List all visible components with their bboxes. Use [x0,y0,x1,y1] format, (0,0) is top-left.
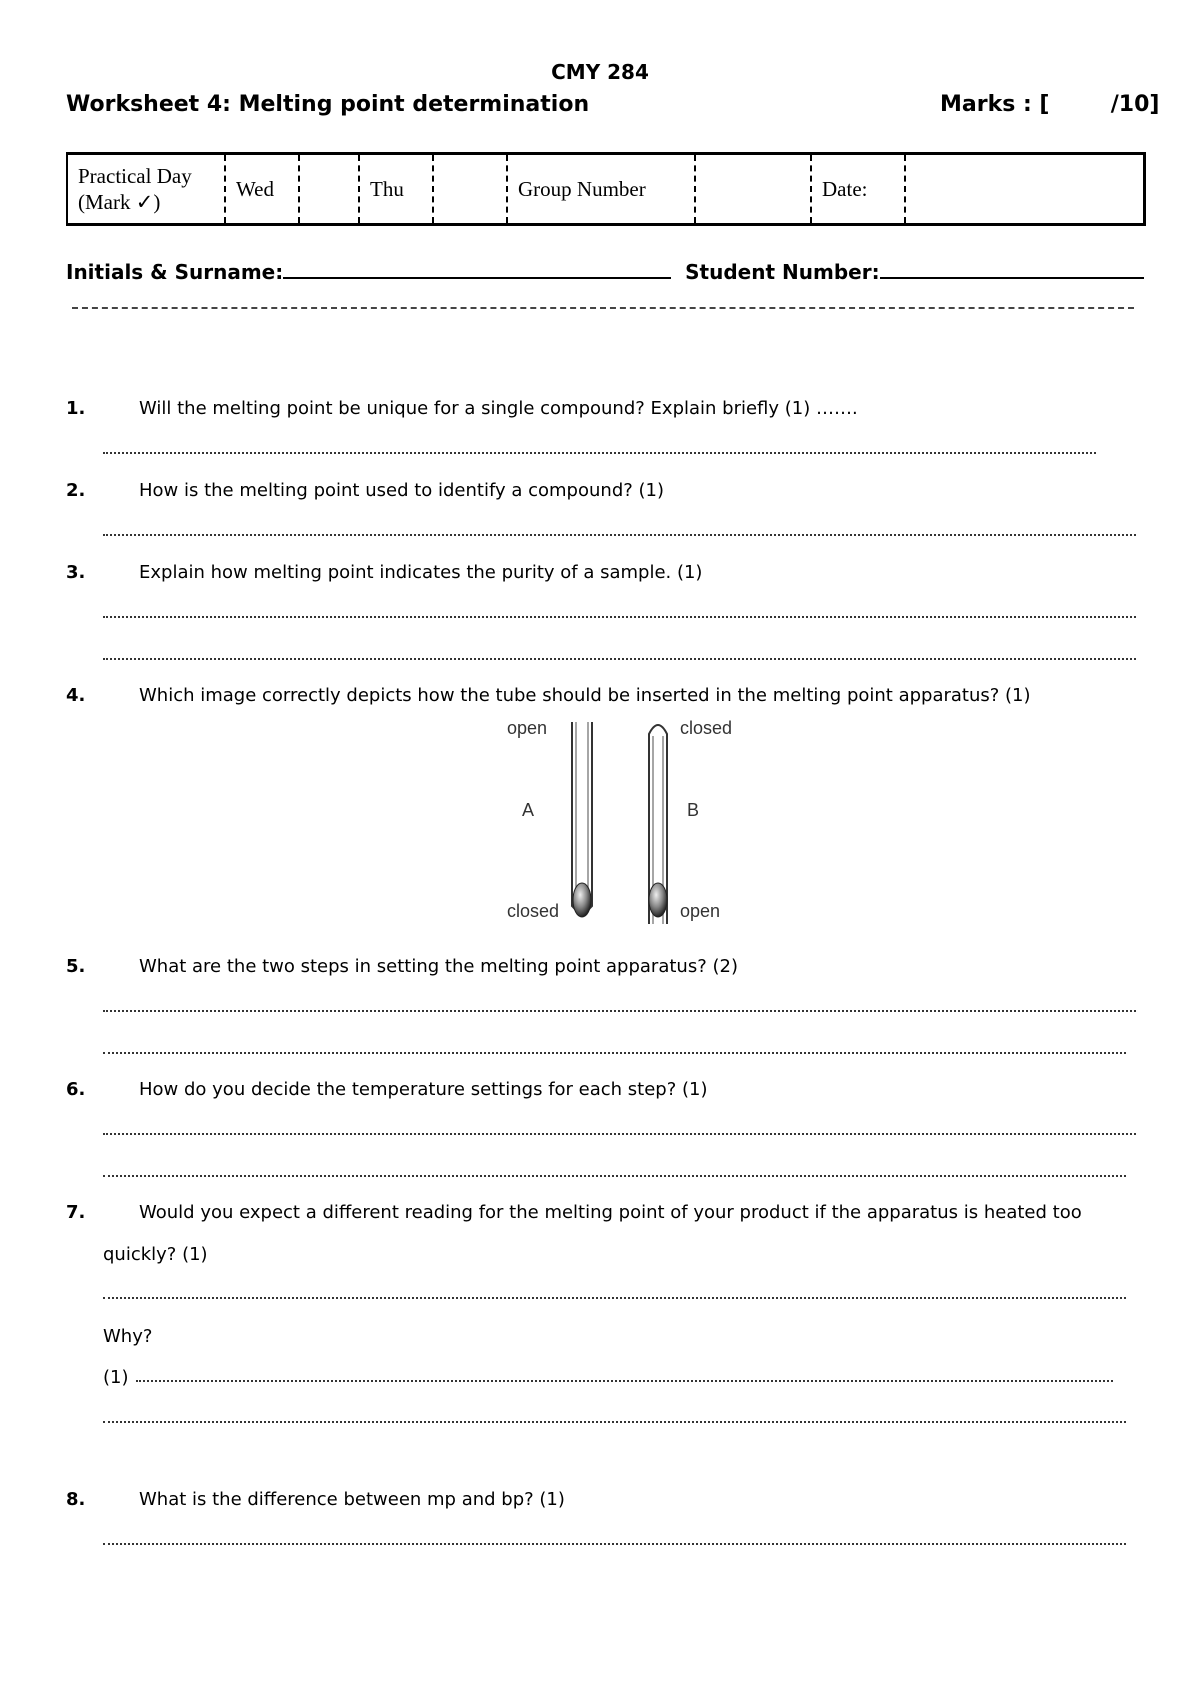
student-number-label: Student Number: [685,260,880,284]
question-number: 2. [66,480,86,501]
question-text: What are the two steps in setting the melting point apparatus? (2) [139,956,738,977]
worksheet-title: Worksheet 4: Melting point determination [66,92,590,117]
question-number: 1. [66,398,86,419]
answer-line[interactable] [103,1175,1126,1177]
answer-line[interactable] [103,1052,1126,1054]
student-details-line [66,260,1144,284]
answer-line[interactable] [103,658,1136,660]
question-number: 7. [66,1202,86,1223]
tube-b-bottom-label: open [680,901,721,921]
answer-line[interactable] [103,1297,1126,1299]
question-number: 8. [66,1489,86,1510]
date-label: Date: [811,154,905,225]
answer-line[interactable] [103,534,1136,536]
group-number-label: Group Number [507,154,695,225]
tube-a-bottom-label: closed [507,901,560,921]
thu-mark-cell[interactable] [433,154,507,225]
wed-label: Wed [225,154,299,225]
answer-line[interactable] [103,616,1136,618]
question-text: Explain how melting point indicates the purity of a sample. (1) [139,562,703,583]
answer-line[interactable] [103,1010,1136,1012]
group-number-cell[interactable] [695,154,811,225]
tube-b-label: B [687,800,700,820]
answer-line[interactable] [103,452,1096,454]
answer-line[interactable] [103,1421,1126,1423]
question-text: How is the melting point used to identify a compound? (1) [139,480,665,501]
tube-b-top-label: closed [680,718,733,738]
tube-diagram [490,710,760,932]
tube-a-top-label: open [507,718,548,738]
mark-allocation: (1) [103,1367,129,1388]
student-number-blank[interactable] [880,277,1144,279]
name-label: Initials & Surname: [66,260,284,284]
answer-line[interactable] [136,1380,1113,1382]
question-number: 5. [66,956,86,977]
name-blank[interactable] [283,277,671,279]
question-text: Will the melting point be unique for a single compound? Explain briefly (1) ……. [139,398,858,419]
why-label: Why? [103,1326,153,1347]
thu-label: Thu [359,154,433,225]
tube-b [649,725,667,924]
wed-mark-cell[interactable] [299,154,359,225]
mark-hint: (Mark ✓) [78,190,161,214]
practical-day-cell [67,154,225,225]
practical-day-label: Practical Day [78,164,192,188]
question-text: Would you expect a different reading for the melting point of your product if the apparatus is heated too [139,1202,1082,1223]
question-text-continued: quickly? (1) [103,1244,208,1265]
tube-a [572,722,592,917]
course-code: CMY 284 [551,60,649,84]
question-number: 6. [66,1079,86,1100]
answer-line[interactable] [103,1543,1126,1545]
practical-info-table [66,152,1146,226]
tube-a-label: A [522,800,535,820]
question-number: 4. [66,685,86,706]
answer-line[interactable] [103,1133,1136,1135]
question-number: 3. [66,562,86,583]
section-divider [72,307,1134,309]
question-text: How do you decide the temperature settings for each step? (1) [139,1079,708,1100]
date-cell[interactable] [905,154,1145,225]
marks-box: Marks : [ /10] [940,92,1160,117]
question-text: Which image correctly depicts how the tube should be inserted in the melting point apparatus? (1) [139,685,1031,706]
question-text: What is the difference between mp and bp? (1) [139,1489,565,1510]
